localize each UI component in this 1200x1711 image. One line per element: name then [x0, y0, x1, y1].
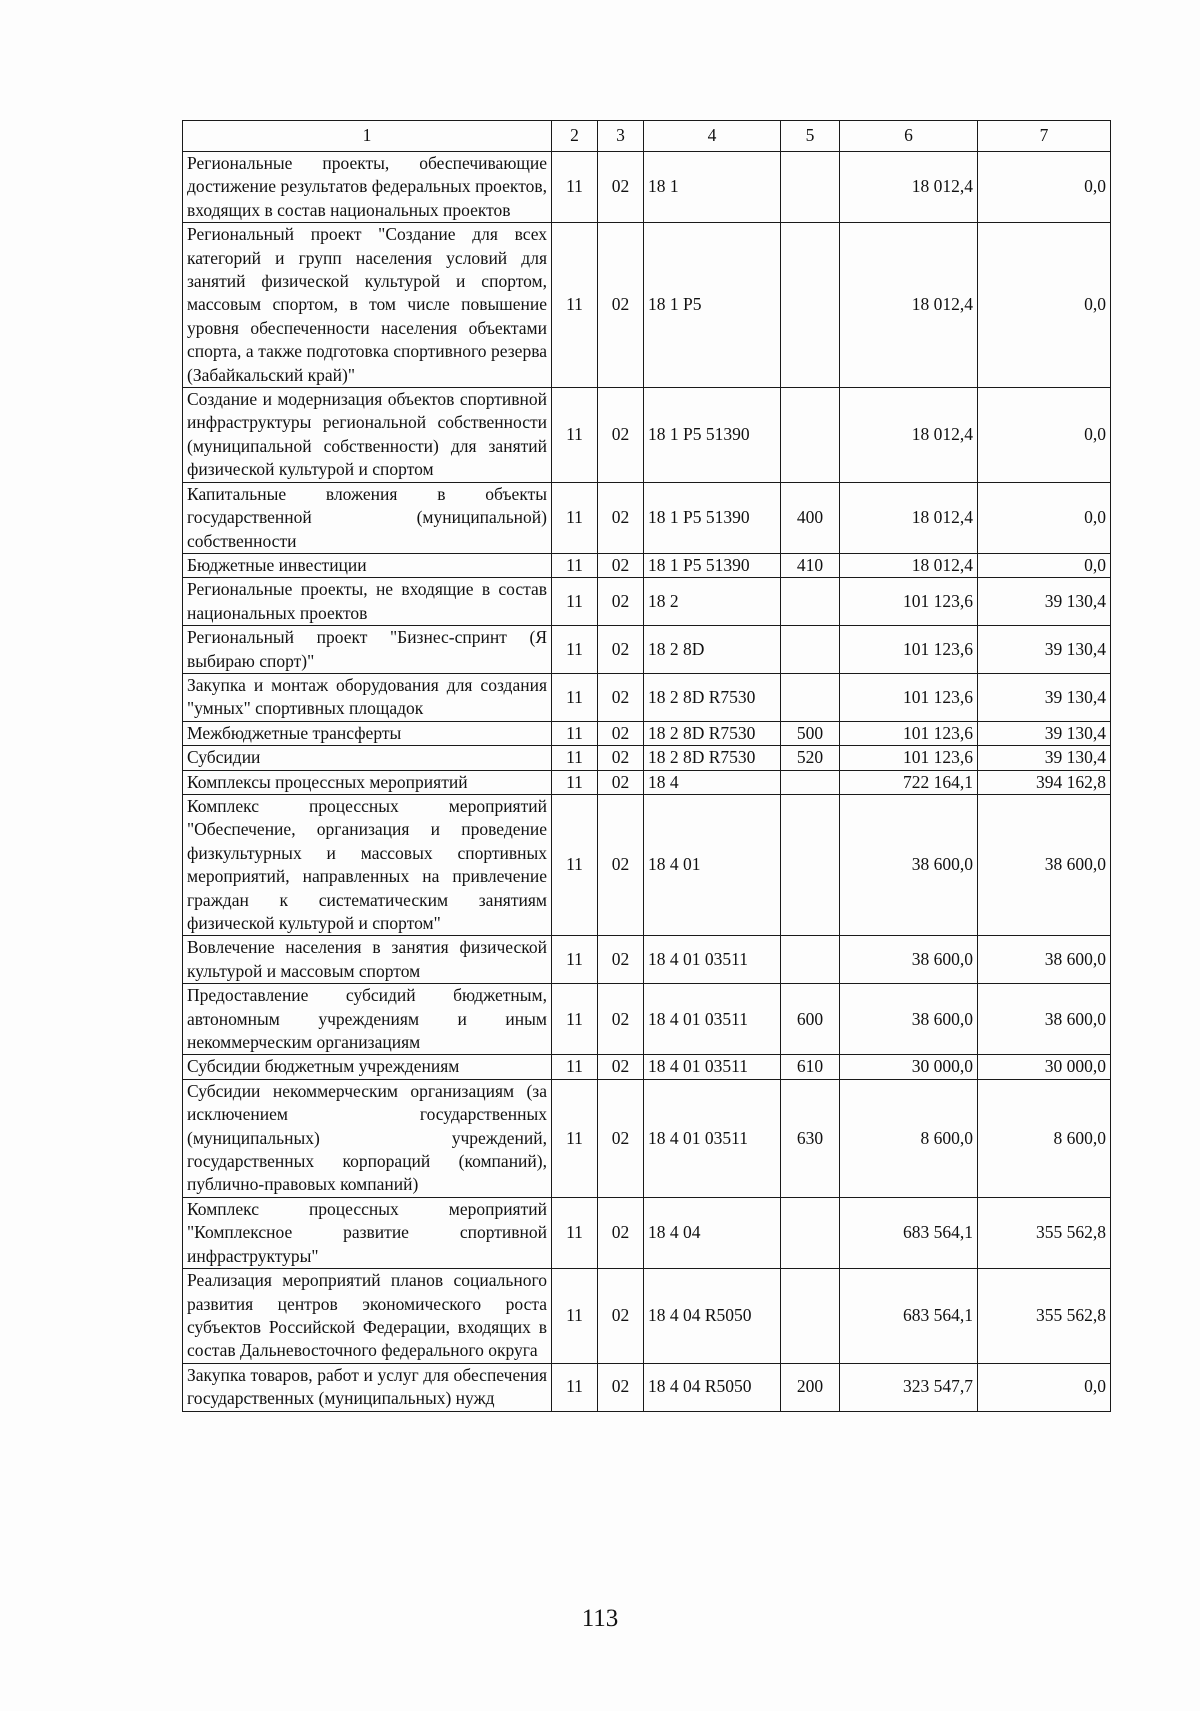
row-subsection: 02: [598, 673, 644, 721]
row-section: 11: [552, 794, 598, 935]
row-expense-type: [781, 388, 840, 483]
row-amount-col6: 38 600,0: [840, 984, 978, 1055]
row-section: 11: [552, 152, 598, 223]
row-amount-col7: 0,0: [978, 553, 1111, 577]
table-row: [183, 223, 1111, 388]
row-name: Субсидии некоммерческим организациям (за исключением государственных (муниципальных) учреждений, государственных корпораций (компаний), публично-правовых компаний): [183, 1079, 552, 1197]
row-amount-col6: 683 564,1: [840, 1197, 978, 1268]
row-section: 11: [552, 626, 598, 674]
row-expense-type: 500: [781, 721, 840, 745]
row-target-article: 18 4 04 R5050: [644, 1269, 781, 1364]
table-row: [183, 721, 1111, 745]
row-amount-col7: 38 600,0: [978, 936, 1111, 984]
row-target-article: 18 4 01 03511: [644, 1055, 781, 1079]
row-amount-col7: 39 130,4: [978, 626, 1111, 674]
table-row: [183, 746, 1111, 770]
row-amount-col7: 0,0: [978, 152, 1111, 223]
row-name: Бюджетные инвестиции: [183, 553, 552, 577]
table-row: [183, 152, 1111, 223]
row-amount-col7: 38 600,0: [978, 984, 1111, 1055]
row-section: 11: [552, 984, 598, 1055]
table-row: [183, 1197, 1111, 1268]
row-name: Реализация мероприятий планов социального развития центров экономического роста субъектов Российской Федерации, входящих в состав Дальневосточного федерального округа: [183, 1269, 552, 1364]
page-number: 113: [581, 1605, 619, 1632]
row-section: 11: [552, 553, 598, 577]
table-body: [183, 152, 1111, 1412]
row-name: Вовлечение населения в занятия физической культурой и массовым спортом: [183, 936, 552, 984]
row-section: 11: [552, 578, 598, 626]
row-amount-col7: 30 000,0: [978, 1055, 1111, 1079]
table-row: [183, 388, 1111, 483]
row-amount-col6: 101 123,6: [840, 578, 978, 626]
row-amount-col7: 355 562,8: [978, 1197, 1111, 1268]
row-section: 11: [552, 1363, 598, 1411]
row-name: Комплекс процессных мероприятий "Обеспечение, организация и проведение физкультурных и массовых спортивных мероприятий, направленных на привлечение граждан к систематическим занятиям физической культурой и спортом": [183, 794, 552, 935]
row-section: 11: [552, 1079, 598, 1197]
row-subsection: 02: [598, 721, 644, 745]
row-target-article: 18 1 P5: [644, 223, 781, 388]
column-header-1: 1: [183, 121, 552, 152]
row-amount-col7: 38 600,0: [978, 794, 1111, 935]
row-amount-col7: 39 130,4: [978, 746, 1111, 770]
row-expense-type: [781, 152, 840, 223]
table-row: [183, 1363, 1111, 1411]
row-subsection: 02: [598, 1079, 644, 1197]
row-amount-col6: 38 600,0: [840, 936, 978, 984]
row-amount-col6: 101 123,6: [840, 721, 978, 745]
row-subsection: 02: [598, 770, 644, 794]
row-expense-type: 600: [781, 984, 840, 1055]
row-expense-type: 400: [781, 482, 840, 553]
row-subsection: 02: [598, 482, 644, 553]
table-row: [183, 578, 1111, 626]
table-row: [183, 1269, 1111, 1364]
row-name: Предоставление субсидий бюджетным, автономным учреждениям и иным некоммерческим организациям: [183, 984, 552, 1055]
row-subsection: 02: [598, 1363, 644, 1411]
row-subsection: 02: [598, 746, 644, 770]
row-target-article: 18 2 8D R7530: [644, 721, 781, 745]
row-name: Закупка товаров, работ и услуг для обеспечения государственных (муниципальных) нужд: [183, 1363, 552, 1411]
table-row: [183, 626, 1111, 674]
row-target-article: 18 4 01 03511: [644, 984, 781, 1055]
row-expense-type: [781, 770, 840, 794]
row-name: Региональный проект "Создание для всех категорий и групп населения условий для занятий физической культурой и спортом, массовым спортом, в том числе повышение уровня обеспеченности населения объектами спорта, а также подготовка спортивного резерва (Забайкальский край)": [183, 223, 552, 388]
table-row: [183, 1055, 1111, 1079]
row-section: 11: [552, 746, 598, 770]
row-subsection: 02: [598, 1197, 644, 1268]
row-expense-type: [781, 936, 840, 984]
row-section: 11: [552, 770, 598, 794]
column-header-3: 3: [598, 121, 644, 152]
row-amount-col6: 683 564,1: [840, 1269, 978, 1364]
row-section: 11: [552, 388, 598, 483]
row-target-article: 18 2 8D R7530: [644, 673, 781, 721]
row-subsection: 02: [598, 936, 644, 984]
row-section: 11: [552, 1197, 598, 1268]
column-header-2: 2: [552, 121, 598, 152]
row-name: Региональные проекты, не входящие в состав национальных проектов: [183, 578, 552, 626]
table-row: [183, 794, 1111, 935]
column-header-7: 7: [978, 121, 1111, 152]
row-section: 11: [552, 1055, 598, 1079]
row-amount-col6: 18 012,4: [840, 388, 978, 483]
row-section: 11: [552, 936, 598, 984]
row-name: Закупка и монтаж оборудования для создания "умных" спортивных площадок: [183, 673, 552, 721]
row-expense-type: 200: [781, 1363, 840, 1411]
row-section: 11: [552, 223, 598, 388]
row-amount-col7: 355 562,8: [978, 1269, 1111, 1364]
row-expense-type: 520: [781, 746, 840, 770]
row-amount-col6: 18 012,4: [840, 223, 978, 388]
row-expense-type: [781, 1269, 840, 1364]
row-amount-col7: 39 130,4: [978, 673, 1111, 721]
row-section: 11: [552, 721, 598, 745]
row-target-article: 18 1 P5 51390: [644, 553, 781, 577]
table-row: [183, 936, 1111, 984]
row-subsection: 02: [598, 626, 644, 674]
row-subsection: 02: [598, 578, 644, 626]
row-amount-col7: 8 600,0: [978, 1079, 1111, 1197]
column-header-4: 4: [644, 121, 781, 152]
row-amount-col7: 394 162,8: [978, 770, 1111, 794]
row-amount-col6: 38 600,0: [840, 794, 978, 935]
row-amount-col6: 101 123,6: [840, 746, 978, 770]
row-amount-col7: 39 130,4: [978, 721, 1111, 745]
row-subsection: 02: [598, 388, 644, 483]
row-subsection: 02: [598, 1055, 644, 1079]
row-subsection: 02: [598, 794, 644, 935]
row-name: Комплексы процессных мероприятий: [183, 770, 552, 794]
row-name: Капитальные вложения в объекты государственной (муниципальной) собственности: [183, 482, 552, 553]
table-row: [183, 770, 1111, 794]
row-subsection: 02: [598, 223, 644, 388]
row-subsection: 02: [598, 984, 644, 1055]
row-amount-col6: 18 012,4: [840, 553, 978, 577]
row-target-article: 18 4 01: [644, 794, 781, 935]
row-name: Субсидии бюджетным учреждениям: [183, 1055, 552, 1079]
row-target-article: 18 2 8D: [644, 626, 781, 674]
row-name: Создание и модернизация объектов спортивной инфраструктуры региональной собственности (муниципальной собственности) для занятий физической культурой и спортом: [183, 388, 552, 483]
row-expense-type: [781, 223, 840, 388]
row-section: 11: [552, 482, 598, 553]
row-target-article: 18 4 01 03511: [644, 1079, 781, 1197]
row-target-article: 18 1 P5 51390: [644, 482, 781, 553]
table-row: [183, 553, 1111, 577]
row-expense-type: 630: [781, 1079, 840, 1197]
header-row: [183, 121, 1111, 152]
row-expense-type: [781, 794, 840, 935]
row-name: Региональный проект "Бизнес-спринт (Я выбираю спорт)": [183, 626, 552, 674]
column-header-5: 5: [781, 121, 840, 152]
row-target-article: 18 4 04 R5050: [644, 1363, 781, 1411]
row-expense-type: [781, 626, 840, 674]
column-header-6: 6: [840, 121, 978, 152]
row-target-article: 18 2 8D R7530: [644, 746, 781, 770]
row-expense-type: [781, 1197, 840, 1268]
row-subsection: 02: [598, 1269, 644, 1364]
row-section: 11: [552, 673, 598, 721]
row-amount-col6: 101 123,6: [840, 673, 978, 721]
row-amount-col6: 30 000,0: [840, 1055, 978, 1079]
row-amount-col7: 0,0: [978, 1363, 1111, 1411]
table-row: [183, 673, 1111, 721]
row-name: Комплекс процессных мероприятий "Комплексное развитие спортивной инфраструктуры": [183, 1197, 552, 1268]
row-amount-col6: 18 012,4: [840, 152, 978, 223]
row-expense-type: 410: [781, 553, 840, 577]
row-expense-type: 610: [781, 1055, 840, 1079]
row-target-article: 18 4 04: [644, 1197, 781, 1268]
row-subsection: 02: [598, 152, 644, 223]
row-section: 11: [552, 1269, 598, 1364]
row-target-article: 18 1 P5 51390: [644, 388, 781, 483]
row-amount-col6: 8 600,0: [840, 1079, 978, 1197]
row-amount-col6: 101 123,6: [840, 626, 978, 674]
row-target-article: 18 1: [644, 152, 781, 223]
row-expense-type: [781, 673, 840, 721]
row-amount-col7: 0,0: [978, 223, 1111, 388]
row-name: Региональные проекты, обеспечивающие достижение результатов федеральных проектов, входящих в состав национальных проектов: [183, 152, 552, 223]
table-row: [183, 984, 1111, 1055]
row-amount-col6: 323 547,7: [840, 1363, 978, 1411]
row-name: Межбюджетные трансферты: [183, 721, 552, 745]
row-subsection: 02: [598, 553, 644, 577]
row-expense-type: [781, 578, 840, 626]
table-row: [183, 482, 1111, 553]
row-amount-col7: 0,0: [978, 388, 1111, 483]
budget-table: [182, 120, 1111, 1412]
row-amount-col7: 0,0: [978, 482, 1111, 553]
row-amount-col6: 18 012,4: [840, 482, 978, 553]
table-row: [183, 1079, 1111, 1197]
row-target-article: 18 2: [644, 578, 781, 626]
row-target-article: 18 4: [644, 770, 781, 794]
row-amount-col7: 39 130,4: [978, 578, 1111, 626]
row-target-article: 18 4 01 03511: [644, 936, 781, 984]
row-amount-col6: 722 164,1: [840, 770, 978, 794]
row-name: Субсидии: [183, 746, 552, 770]
